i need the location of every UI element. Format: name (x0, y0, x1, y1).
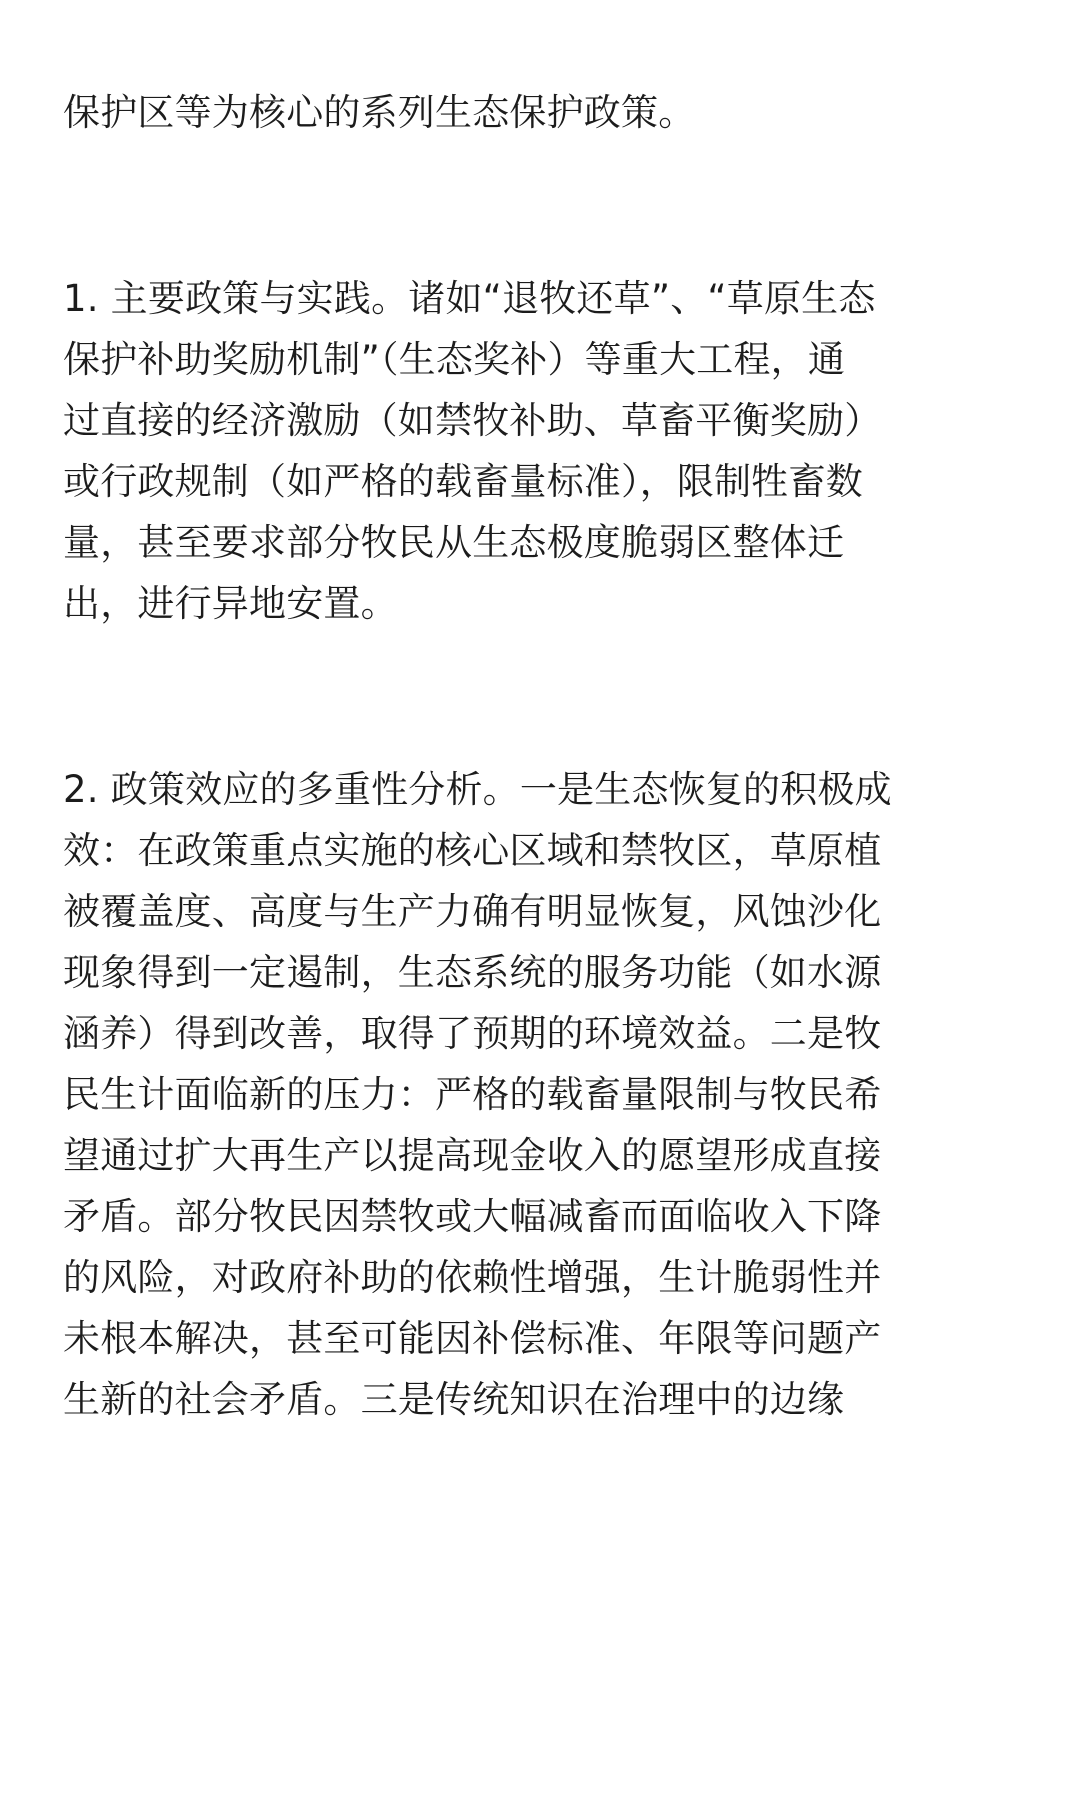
section2-line-9: 的风险，对政府补助的依赖性增强，生计脆弱性并 (63, 1256, 882, 1299)
section2-line-7: 望通过扩大再生产以提高现金收入的愿望形成直接 (63, 1134, 882, 1177)
section2-line-5: 涵养）得到改善，取得了预期的环境效益。二是牧 (63, 1012, 882, 1055)
section1-line-1: 1. 主要政策与实践。诸如“退牧还草”、“草原生态 (63, 277, 876, 320)
section1-line-5: 量，甚至要求部分牧民从生态极度脆弱区整体迁 (63, 521, 845, 564)
intro-line-1: 保护区等为核心的系列生态保护政策。 (63, 91, 696, 134)
section2-line-4: 现象得到一定遏制，生态系统的服务功能（如水源 (63, 951, 882, 994)
section2-line-11: 生新的社会矛盾。三是传统知识在治理中的边缘 (63, 1378, 845, 1421)
section2-line-10: 未根本解决，甚至可能因补偿标准、年限等问题产 (63, 1317, 882, 1360)
section2-line-6: 民生计面临新的压力：严格的载畜量限制与牧民希 (63, 1073, 882, 1116)
section2-line-1: 2. 政策效应的多重性分析。一是生态恢复的积极成 (63, 768, 892, 811)
section1-line-2: 保护补助奖励机制”（生态奖补）等重大工程，通 (63, 338, 846, 381)
section2-line-2: 效：在政策重点实施的核心区域和禁牧区，草原植 (63, 829, 882, 872)
section1-line-6: 出，进行异地安置。 (63, 582, 398, 625)
section1-line-3: 过直接的经济激励（如禁牧补助、草畜平衡奖励） (63, 399, 882, 442)
section2-line-8: 矛盾。部分牧民因禁牧或大幅减畜而面临收入下降 (63, 1195, 882, 1238)
section1-line-4: 或行政规制（如严格的载畜量标准），限制牲畜数 (63, 460, 863, 503)
section2-line-3: 被覆盖度、高度与生产力确有明显恢复，风蚀沙化 (63, 890, 882, 933)
